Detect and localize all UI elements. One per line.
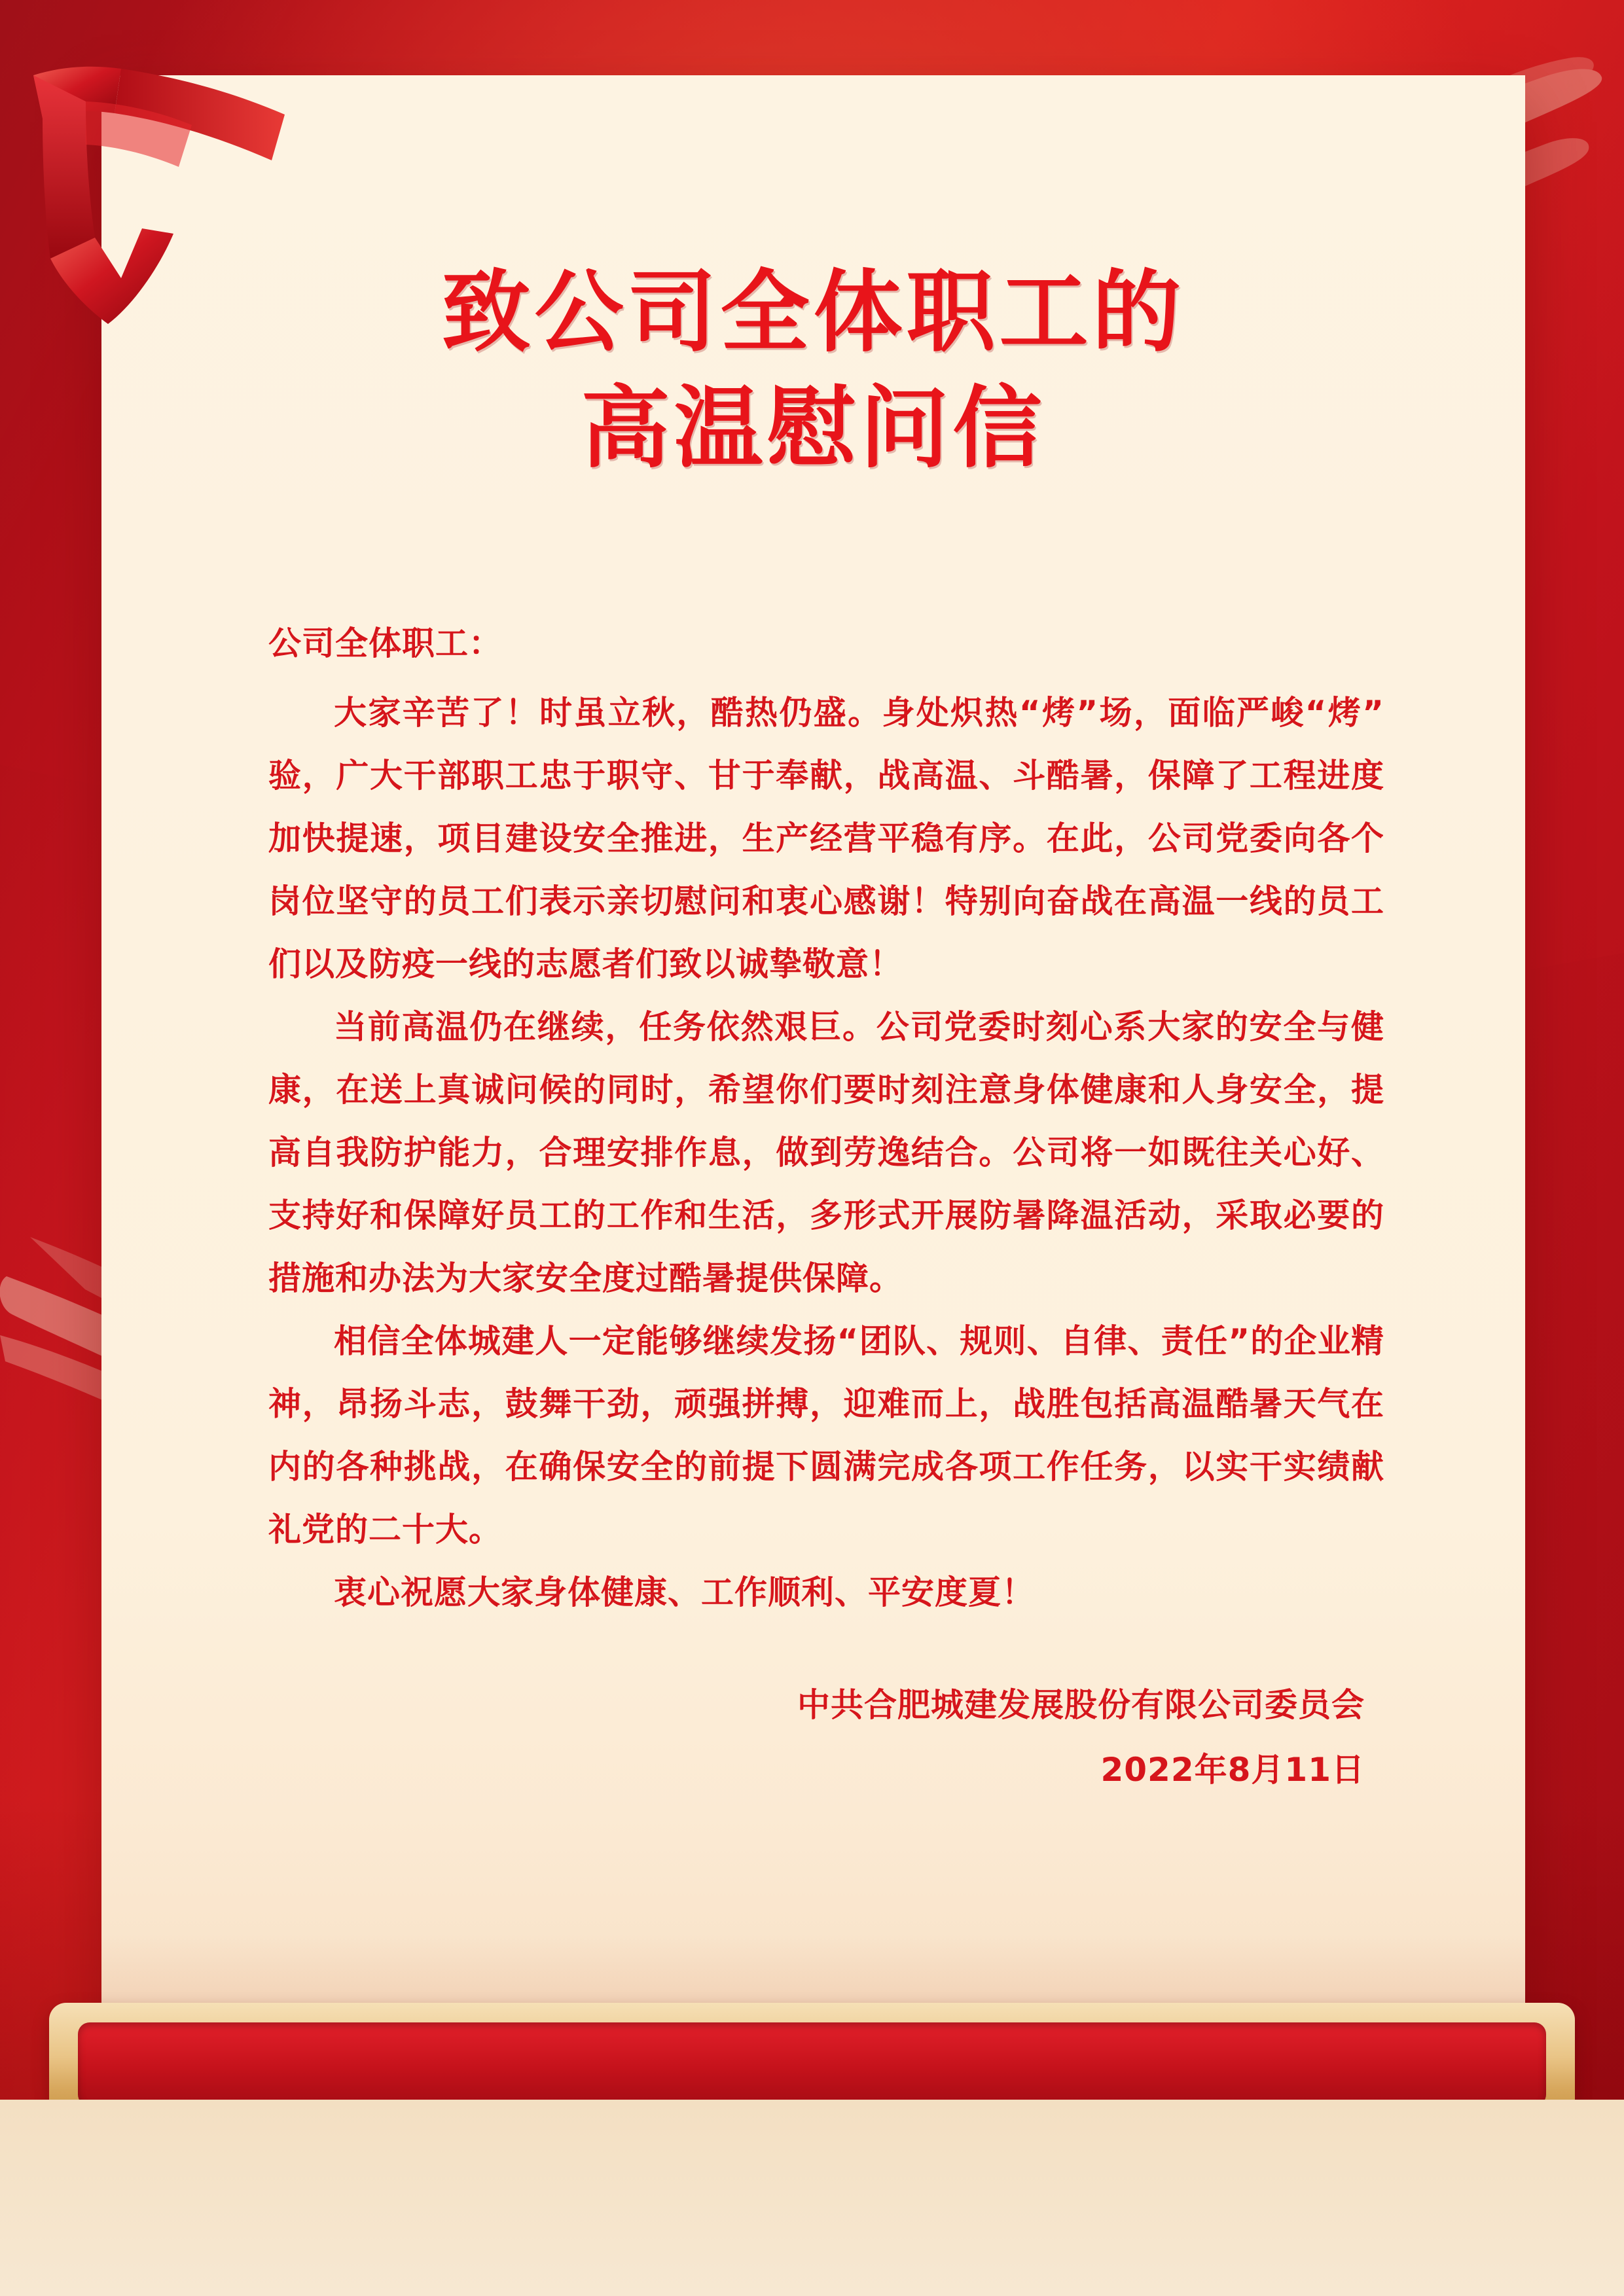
poster-title	[101, 255, 1525, 487]
title-line-1: 致公司全体职工的	[441, 261, 1185, 365]
paragraph-4: 衷心祝愿大家身体健康、工作顺利、平安度夏！	[334, 1573, 1035, 1611]
paragraph-1: 大家辛苦了！时虽立秋，酷热仍盛。身处炽热“烤”场，面临严峻“烤”验，广大干部职工忠于职守、甘于奉献，战高温、斗酷暑，保障了工程进度加快提速，项目建设安全推进，生产经营平稳有序。在此，公司党委向各个岗位坚守的员工们表示亲切慰问和衷心感谢！特别向奋战在高温一线的员工们以及防疫一线的志愿者们致以诚挚敬意！	[268, 694, 1384, 983]
letter-body	[268, 612, 1384, 1800]
salutation: 公司全体职工：	[268, 624, 502, 662]
poster-floor	[0, 2100, 1624, 2296]
signature-org: 中共合肥城建发展股份有限公司委员会	[797, 1686, 1365, 1724]
gold-rail-inner	[78, 2022, 1546, 2106]
signature-date: 2022年8月11日	[1100, 1750, 1365, 1789]
signature-block	[268, 1675, 1384, 1800]
title-line-2: 高温慰问信	[581, 376, 1046, 480]
paragraph-3: 相信全体城建人一定能够继续发扬“团队、规则、自律、责任”的企业精神，昂扬斗志，鼓舞干劲，顽强拼搏，迎难而上，战胜包括高温酷暑天气在内的各种挑战，在确保安全的前提下圆满完成各项工作任务，以实干实绩献礼党的二十大。	[268, 1322, 1384, 1549]
paragraph-2: 当前高温仍在继续，任务依然艰巨。公司党委时刻心系大家的安全与健康，在送上真诚问候的同时，希望你们要时刻注意身体健康和人身安全，提高自我防护能力，合理安排作息，做到劳逸结合。公司将一如既往关心好、支持好和保障好员工的工作和生活，多形式开展防暑降温活动，采取必要的措施和办法为大家安全度过酷暑提供保障。	[268, 1008, 1384, 1297]
letter-paper	[101, 75, 1525, 2085]
